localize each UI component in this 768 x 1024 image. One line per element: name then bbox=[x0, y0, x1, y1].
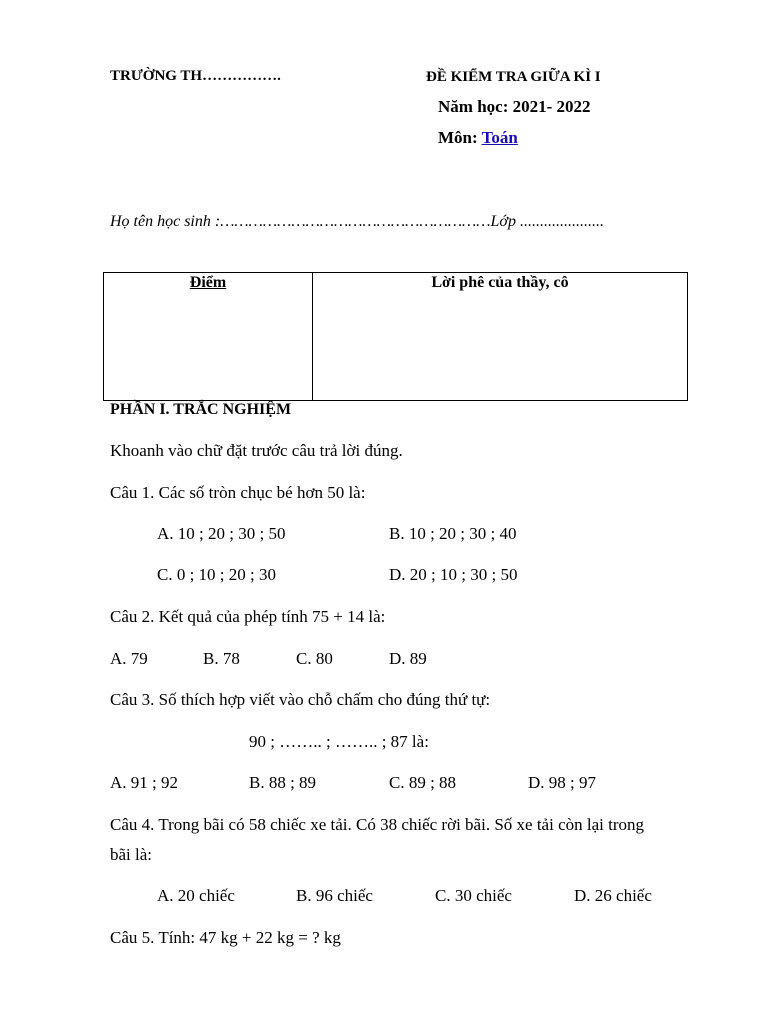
q4-question-line2: bãi là: bbox=[110, 845, 153, 864]
q3-sequence: 90 ; …….. ; …….. ; 87 là: bbox=[249, 732, 429, 751]
q4-option-d: D. 26 chiếc bbox=[574, 886, 652, 905]
q4-option-b: B. 96 chiếc bbox=[296, 886, 373, 905]
q1-option-a: A. 10 ; 20 ; 30 ; 50 bbox=[157, 524, 286, 543]
q4-option-c: C. 30 chiếc bbox=[435, 886, 512, 905]
q3-option-d: D. 98 ; 97 bbox=[528, 773, 596, 792]
q3-option-c: C. 89 ; 88 bbox=[389, 773, 457, 792]
q2-option-d: D. 89 bbox=[389, 649, 427, 668]
school-year: Năm học: 2021- 2022 bbox=[438, 97, 591, 116]
q3-question: Câu 3. Số thích hợp viết vào chỗ chấm cho đúng thứ tự: bbox=[110, 690, 491, 709]
q2-option-a: A. 79 bbox=[110, 649, 148, 668]
student-name-line: Họ tên học sinh :…………………………………………………Lớp ..................... bbox=[110, 213, 604, 230]
q1-option-b: B. 10 ; 20 ; 30 ; 40 bbox=[389, 524, 517, 543]
instruction: Khoanh vào chữ đặt trước câu trả lời đúng. bbox=[110, 441, 403, 460]
score-header: Điểm bbox=[189, 274, 227, 291]
comment-header: Lời phê của thầy, cô bbox=[431, 274, 569, 291]
subject-line bbox=[438, 128, 518, 148]
q2-option-c: C. 80 bbox=[296, 649, 333, 668]
q2-question: Câu 2. Kết quả của phép tính 75 + 14 là: bbox=[110, 607, 386, 626]
q3-option-b: B. 88 ; 89 bbox=[249, 773, 317, 792]
q1-option-c: C. 0 ; 10 ; 20 ; 30 bbox=[157, 565, 277, 584]
q2-option-b: B. 78 bbox=[203, 649, 240, 668]
q5-question: Câu 5. Tính: 47 kg + 22 kg = ? kg bbox=[110, 928, 341, 947]
subject-label: Môn: bbox=[438, 128, 478, 147]
q1-question: Câu 1. Các số tròn chục bé hơn 50 là: bbox=[110, 483, 366, 502]
subject-link[interactable]: Toán bbox=[481, 128, 518, 147]
table-divider bbox=[312, 273, 313, 400]
part1-title: PHẦN I. TRẮC NGHIỆM bbox=[110, 401, 292, 418]
q4-question-line1: Câu 4. Trong bãi có 58 chiếc xe tải. Có 38 chiếc rời bãi. Số xe tải còn lại trong bbox=[110, 815, 644, 834]
q1-option-d: D. 20 ; 10 ; 30 ; 50 bbox=[389, 565, 518, 584]
exam-title: ĐỀ KIỂM TRA GIỮA KÌ I bbox=[426, 69, 601, 85]
score-table bbox=[103, 272, 688, 401]
q4-option-a: A. 20 chiếc bbox=[157, 886, 235, 905]
q3-option-a: A. 91 ; 92 bbox=[110, 773, 178, 792]
school-name: TRƯỜNG TH……………. bbox=[110, 68, 281, 84]
